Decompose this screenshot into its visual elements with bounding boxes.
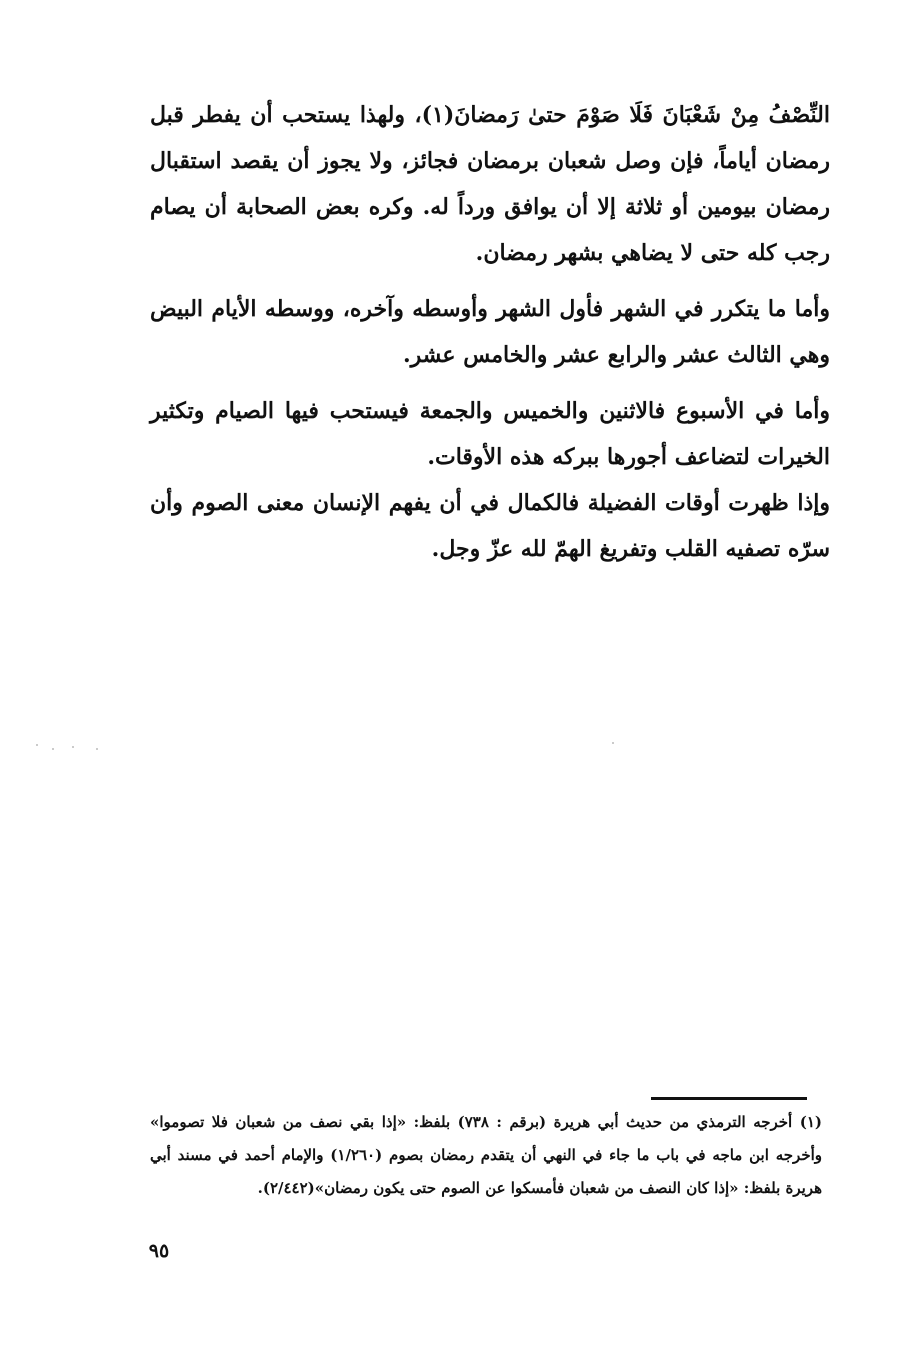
footnote-separator xyxy=(651,1097,807,1100)
paragraph-weekly-fasting: وأما في الأسبوع فالاثنين والخميس والجمعة فيستحب فيها الصيام وتكثير الخيرات لتضاعف أجورها ببركه هذه الأوقات. xyxy=(150,398,830,470)
footnote: (١) أخرجه الترمذي من حديث أبي هريرة (برقم : ٧٣٨) بلفظ: «إذا بقي نصف من شعبان فلا تصوموا» وأخرجه ابن ماجه في باب ما جاء في النهي أن يتقدم رمضان بصوم (١/٢٦٠) والإمام أحمد في مسند أبي هريرة بلفظ: «إذا كان النصف من شعبان فأمسكوا عن الصوم حتى يكون رمضان»(٢/٤٤٢). xyxy=(150,1113,823,1197)
main-text xyxy=(150,92,830,572)
paragraph-fasting-shaban: النِّصْفُ مِنْ شَعْبَانَ فَلَا صَوْمَ حتىٰ رَمضانَ(١)، ولهذا يستحب أن يفطر قبل رمضان أياماً، فإن وصل شعبان برمضان فجائز، ولا يجوز أن يقصد استقبال رمضان بيومين أو ثلاثة إلا أن يوافق ورداً له. وكره بعض الصحابة أن يصام رجب كله حتى لا يضاهي بشهر رمضان. xyxy=(150,102,830,266)
scan-speck xyxy=(612,742,614,744)
scan-speck xyxy=(72,746,74,748)
scan-speck xyxy=(96,748,98,750)
paragraph-monthly-fasting: وأما ما يتكرر في الشهر فأول الشهر وأوسطه وآخره، ووسطه الأيام البيض وهي الثالث عشر والرابع عشر والخامس عشر. xyxy=(150,296,830,368)
paragraph-meaning-of-fasting: وإذا ظهرت أوقات الفضيلة فالكمال في أن يفهم الإنسان معنى الصوم وأن سرّه تصفيه القلب وتفريغ الهمّ لله عزّ وجل. xyxy=(150,490,830,562)
page-number: ٩٥ xyxy=(148,1240,170,1262)
scan-speck xyxy=(52,748,54,750)
scan-speck xyxy=(36,744,38,746)
